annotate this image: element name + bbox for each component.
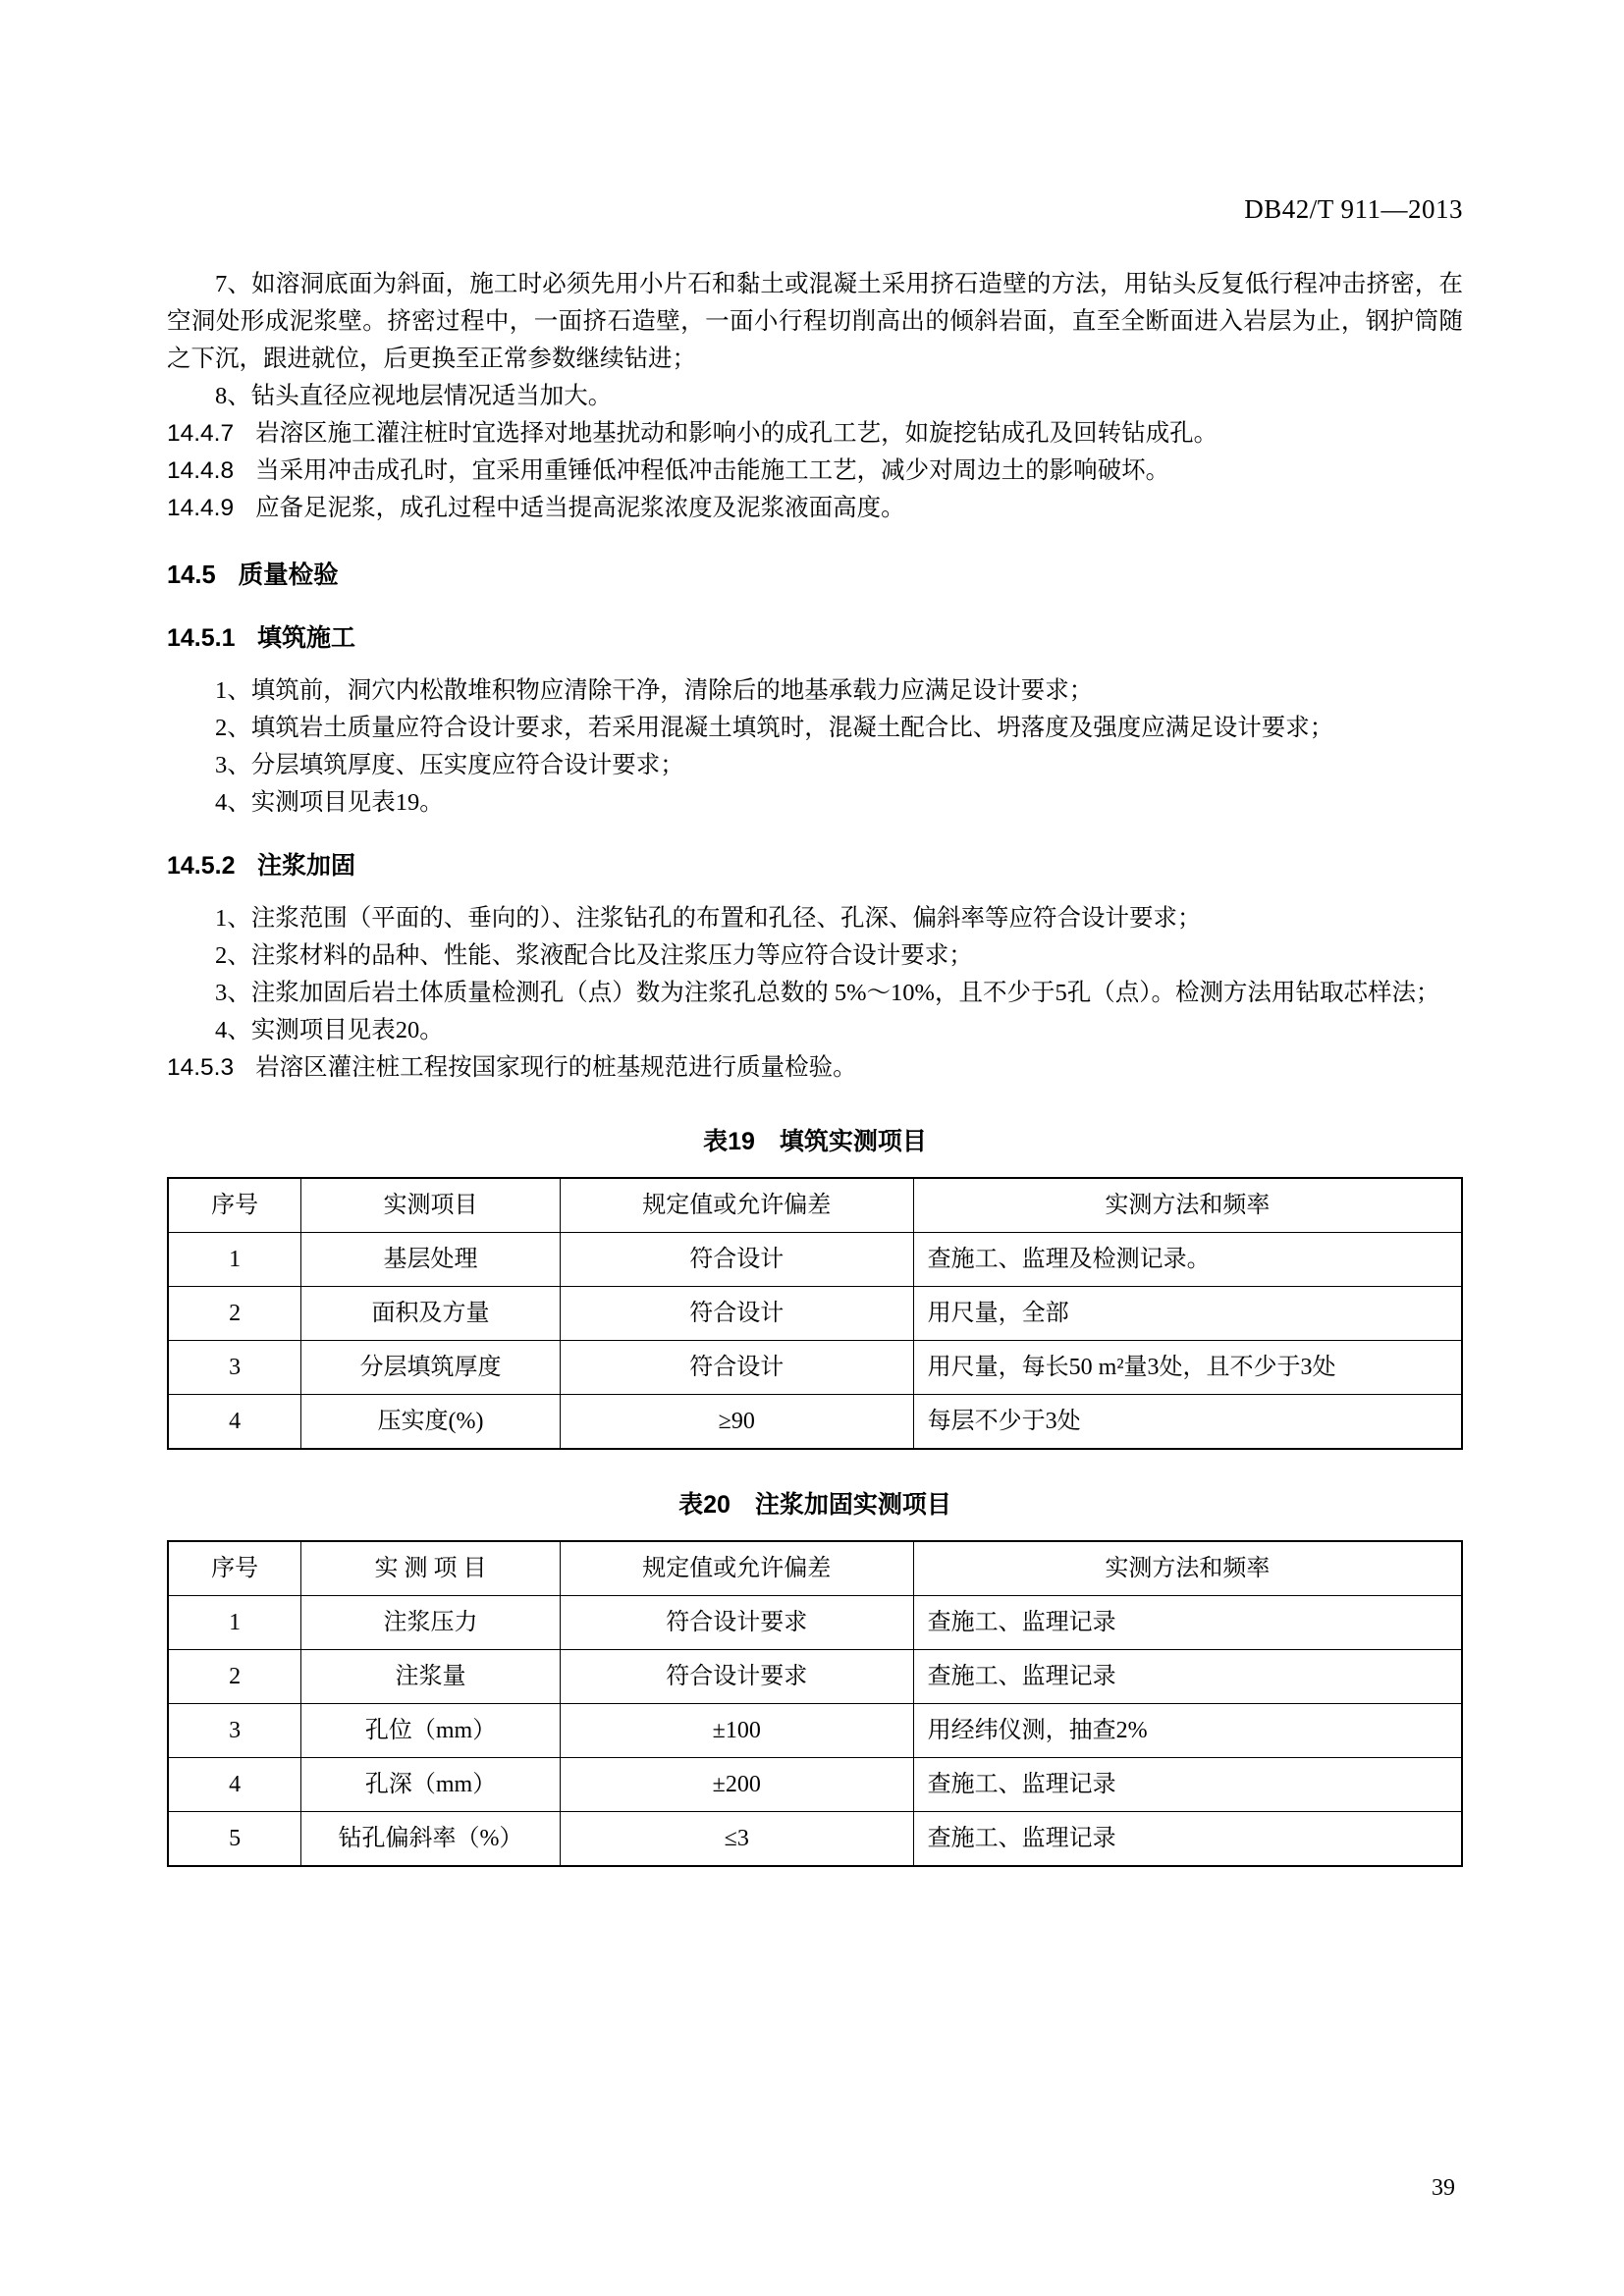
table-cell: 查施工、监理记录 [913,1812,1462,1867]
paragraph-item-8: 8、钻头直径应视地层情况适当加大。 [215,383,613,409]
clause-text: 岩溶区灌注桩工程按国家现行的桩基规范进行质量检验。 [255,1054,857,1081]
clause-text: 当采用冲击成孔时，宜采用重锤低冲程低冲击能施工工艺，减少对周边土的影响破坏。 [255,457,1170,484]
paragraph-item-7: 7、如溶洞底面为斜面，施工时必须先用小片石和黏土或混凝土采用挤石造壁的方法，用钻头反复低行程冲击挤密，在空洞处形成泥浆壁。挤密过程中，一面挤石造壁，一面小行程切削高出的倾斜岩面，直至全断面进入岩层为止，钢护筒随之下沉，跟进就位，后更换至正常参数继续钻进； [167,271,1463,372]
clause-text: 应备足泥浆，成孔过程中适当提高泥浆浓度及泥浆液面高度。 [255,495,905,521]
column-header: 序号 [168,1541,301,1596]
list-item: 2、注浆材料的品种、性能、浆液配合比及注浆压力等应符合设计要求； [215,942,973,969]
clause-number: 14.4.9 [167,495,235,521]
clause-text: 岩溶区施工灌注桩时宜选择对地基扰动和影响小的成孔工艺，如旋挖钻成孔及回转钻成孔。 [255,420,1218,447]
table-cell: 查施工、监理记录 [913,1758,1462,1812]
section-number: 14.5.2 [167,852,236,880]
table-cell: 4 [168,1395,301,1450]
table-20-caption: 表20 注浆加固实测项目 [678,1491,951,1519]
clause-14-4-9 [167,490,1463,527]
table-cell: 注浆量 [301,1650,561,1704]
table-cell: 符合设计 [560,1287,913,1341]
table-row [168,1233,1462,1287]
section-title: 质量检验 [238,561,339,589]
table-cell: 基层处理 [301,1233,561,1287]
column-header: 实测方法和频率 [913,1541,1462,1596]
table-cell: 面积及方量 [301,1287,561,1341]
table-cell: 1 [168,1596,301,1650]
clause-14-4-8 [167,453,1463,490]
table-cell: 用经纬仪测，抽查2% [913,1704,1462,1758]
table-row [168,1341,1462,1395]
table-cell: 每层不少于3处 [913,1395,1462,1450]
table-cell: 分层填筑厚度 [301,1341,561,1395]
table-cell: 孔位（mm） [301,1704,561,1758]
table-cell: 钻孔偏斜率（%） [301,1812,561,1867]
list-item: 2、填筑岩土质量应符合设计要求，若采用混凝土填筑时，混凝土配合比、坍落度及强度应满足设计要求； [215,715,1334,741]
table-19-fill-measured-items [167,1177,1463,1450]
section-heading-14-5-2 [167,847,1463,884]
section-title: 填筑施工 [257,624,356,652]
table-cell: ≤3 [560,1812,913,1867]
table-cell: 查施工、监理记录 [913,1650,1462,1704]
section-heading-14-5 [167,557,1463,594]
table-row [168,1758,1462,1812]
table-cell: ±100 [560,1704,913,1758]
table-row [168,1395,1462,1450]
list-item: 4、实测项目见表20。 [215,1017,444,1043]
section-number: 14.5 [167,561,216,589]
table-cell: 查施工、监理及检测记录。 [913,1233,1462,1287]
column-header: 规定值或允许偏差 [560,1178,913,1233]
list-item: 1、注浆范围（平面的、垂向的）、注浆钻孔的布置和孔径、孔深、偏斜率等应符合设计要求； [215,905,1202,932]
table-cell: 3 [168,1341,301,1395]
list-item: 3、分层填筑厚度、压实度应符合设计要求； [215,752,684,778]
page-number: 39 [1432,2175,1455,2201]
table-cell: 用尺量，全部 [913,1287,1462,1341]
table-row [168,1812,1462,1867]
table-cell: 孔深（mm） [301,1758,561,1812]
column-header: 规定值或允许偏差 [560,1541,913,1596]
table-20-grouting-measured-items [167,1540,1463,1867]
column-header: 实 测 项 目 [301,1541,561,1596]
table-cell: 符合设计要求 [560,1596,913,1650]
section-heading-14-5-1 [167,619,1463,657]
table-cell: 5 [168,1812,301,1867]
table-cell: 符合设计 [560,1341,913,1395]
table-cell: 符合设计要求 [560,1650,913,1704]
clause-14-4-7 [167,415,1463,453]
table-row [168,1650,1462,1704]
clause-14-5-3 [167,1049,1463,1087]
table-cell: 4 [168,1758,301,1812]
list-item: 3、注浆加固后岩土体质量检测孔（点）数为注浆孔总数的 5%～10%，且不少于5孔（点）。检测方法用钻取芯样法； [215,980,1440,1006]
column-header: 实测项目 [301,1178,561,1233]
column-header: 实测方法和频率 [913,1178,1462,1233]
list-item: 4、实测项目见表19。 [215,789,444,816]
table-header-row [168,1541,1462,1596]
table-cell: 用尺量，每长50 m²量3处，且不少于3处 [913,1341,1462,1395]
table-cell: 3 [168,1704,301,1758]
table-header-row [168,1178,1462,1233]
table-cell: 2 [168,1287,301,1341]
table-row [168,1704,1462,1758]
table-cell: 2 [168,1650,301,1704]
clause-number: 14.4.8 [167,457,235,484]
table-cell: 符合设计 [560,1233,913,1287]
doc-number: DB42/T 911—2013 [1244,194,1463,224]
section-title: 注浆加固 [257,852,356,880]
table-cell: ±200 [560,1758,913,1812]
section-number: 14.5.1 [167,624,236,652]
table-cell: 压实度(%) [301,1395,561,1450]
table-cell: 查施工、监理记录 [913,1596,1462,1650]
table-cell: ≥90 [560,1395,913,1450]
table-cell: 注浆压力 [301,1596,561,1650]
table-row [168,1287,1462,1341]
table-row [168,1596,1462,1650]
list-item: 1、填筑前，洞穴内松散堆积物应清除干净，清除后的地基承载力应满足设计要求； [215,677,1094,704]
clause-number: 14.4.7 [167,420,235,447]
table-cell: 1 [168,1233,301,1287]
column-header: 序号 [168,1178,301,1233]
clause-number: 14.5.3 [167,1054,235,1081]
table-19-caption: 表19 填筑实测项目 [703,1128,927,1155]
